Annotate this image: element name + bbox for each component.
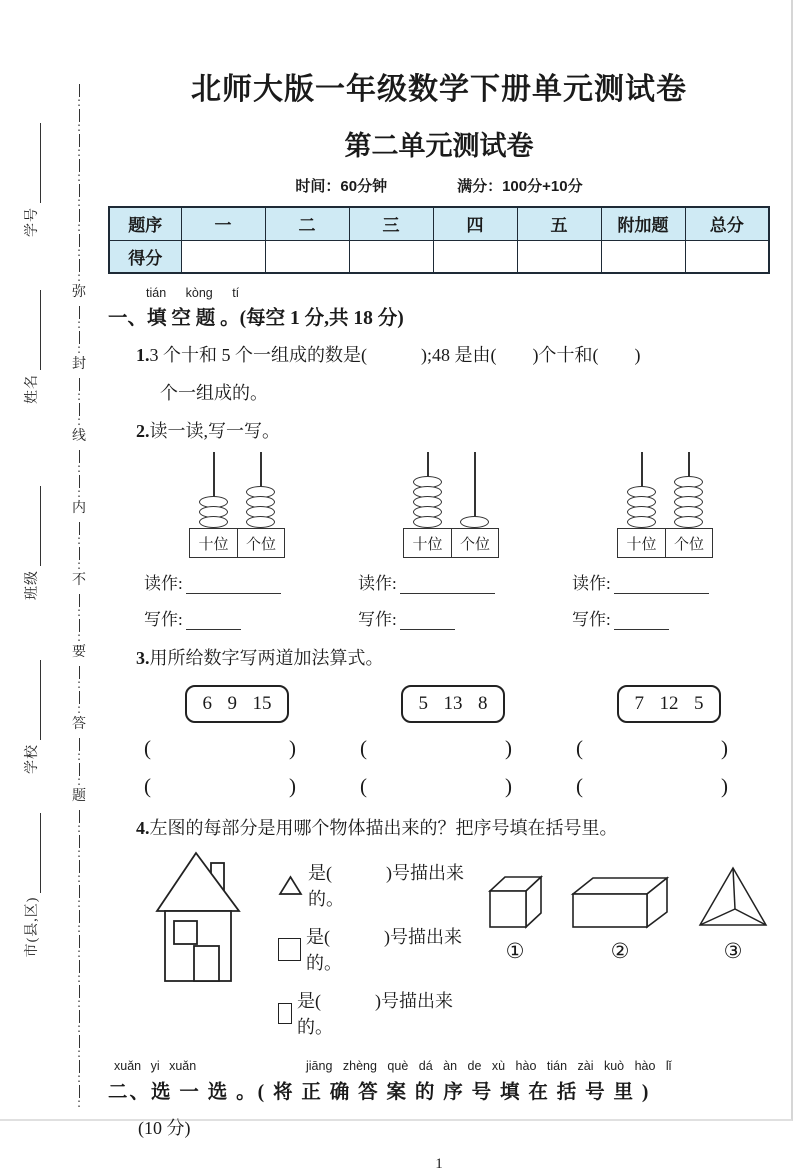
abacus-figure [617, 452, 713, 558]
seal-colon: : [76, 971, 82, 985]
seal-colon: : [76, 630, 82, 644]
seal-colon: : [76, 461, 82, 475]
abacus-group-1 [136, 452, 338, 630]
seal-colon: : [76, 774, 82, 788]
abacus-figure [189, 452, 285, 558]
pinyin-jiangzhengque: jiāng zhèng què dá àn de xù hào tián zài kuò hào lǐ [306, 1059, 672, 1073]
question-1-number: 1. [136, 345, 150, 365]
score-cell-6 [601, 240, 685, 273]
score-table-col-2: 二 [265, 207, 349, 240]
seal-colon: : [76, 1021, 82, 1035]
pinyin-tiankongti: tián kòng tí [146, 286, 240, 300]
number-value: 5 [418, 693, 428, 714]
abacus-bead [246, 516, 275, 528]
section2-score-note: (10 分) [138, 1118, 191, 1138]
write-as-line [144, 605, 338, 630]
exam-info-row [108, 175, 770, 196]
cube-drawing [486, 872, 544, 934]
seal-colon: : [76, 195, 82, 209]
paren-open: ( [360, 774, 367, 798]
rod-wire [213, 452, 215, 498]
read-as-blank [186, 576, 281, 594]
house-figure [148, 849, 248, 983]
score-table-score-row [109, 240, 769, 273]
seal-colon: : [76, 749, 82, 763]
score-cell-4 [433, 240, 517, 273]
abacus-rod-ones [673, 452, 705, 528]
abacus-rod-ones [245, 452, 277, 528]
seal-colon: : [76, 558, 82, 572]
paren-open: ( [360, 736, 367, 760]
rod-wire [688, 452, 690, 478]
score-table-col-5: 五 [517, 207, 601, 240]
triangle-shape-icon [278, 875, 303, 896]
question-1-line2: 个一组成的。 [160, 383, 268, 403]
seal-colon: : [76, 846, 82, 860]
seal-colon: : [76, 677, 82, 691]
class-field-blank [40, 486, 41, 566]
seal-colon: : [76, 414, 82, 428]
pyramid-drawing [696, 865, 770, 934]
answer-paren-row [144, 736, 296, 761]
seal-char: 要 [72, 645, 86, 660]
answer-paren-row [360, 736, 512, 761]
cuboid-number-label: ② [610, 939, 630, 963]
school-field-blank [40, 660, 41, 740]
read-as-label: 读作: [358, 574, 397, 593]
seal-char: 答 [72, 717, 86, 732]
paper-content [108, 0, 770, 1173]
write-as-blank [400, 612, 455, 630]
seal-colon: : [76, 605, 82, 619]
pyramid-number-label: ③ [723, 939, 743, 963]
tens-label: 十位 [412, 536, 443, 553]
rod-wire [641, 452, 643, 488]
paren-open: ( [144, 774, 151, 798]
abacus-bead [460, 516, 489, 528]
abacus-rod-tens [198, 452, 230, 528]
full-score-info: 满分：100分+10分 [457, 178, 583, 195]
seal-colon: : [76, 270, 82, 284]
abacus-rod-tens [412, 452, 444, 528]
student-name-field [21, 262, 45, 432]
question-4-text: 左图的每部分是用哪个物体描出来的？把序号填在括号里。 [149, 818, 618, 838]
score-cell-1 [181, 240, 265, 273]
score-table [108, 206, 770, 274]
read-as-label: 读作: [572, 574, 611, 593]
rod-wire [260, 452, 262, 488]
abacus-rods [403, 452, 499, 528]
rectangle-shape-icon [278, 1003, 292, 1024]
question-3-number: 3. [136, 648, 150, 668]
student-number-field-label: 学号 [25, 207, 40, 237]
student-name-field-blank [40, 290, 41, 370]
score-cell-5 [517, 240, 601, 273]
write-as-line [572, 605, 766, 630]
score-table-body [109, 207, 769, 273]
answer-paren-row [144, 774, 296, 799]
seal-char: 题 [72, 789, 86, 804]
abacus-bead [627, 516, 656, 528]
tens-label: 十位 [198, 536, 229, 553]
shape-fill-lines [278, 859, 486, 1051]
student-number-field-blank [40, 123, 41, 203]
student-number-field [21, 95, 45, 265]
number-group-1 [136, 685, 338, 799]
score-cell-3 [349, 240, 433, 273]
question-1-text: 3 个十和 5 个一组成的数是( );48 是由( )个十和( ) [149, 345, 641, 365]
paren-close: ) [721, 736, 728, 760]
score-cell-7 [685, 240, 769, 273]
write-as-line [358, 605, 552, 630]
place-value-box [617, 528, 713, 558]
number-group-3 [568, 685, 770, 799]
abacus-bead [413, 516, 442, 528]
abacus-figure [403, 452, 499, 558]
paren-close: ) [289, 736, 296, 760]
seal-char: 不 [72, 573, 86, 588]
read-as-line [144, 569, 338, 594]
ones-label: 个位 [665, 529, 712, 557]
question-4-heading [136, 816, 770, 841]
score-table-col-3: 三 [349, 207, 433, 240]
unit-title: 第二单元测试卷 [344, 131, 534, 161]
seal-colon: : [76, 95, 82, 109]
paren-close: ) [721, 774, 728, 798]
answer-paren-row [576, 736, 728, 761]
abacus-group-3 [564, 452, 766, 630]
square-shape-icon [278, 938, 301, 961]
class-field [21, 458, 45, 628]
time-info: 时间：60分钟 [295, 178, 388, 195]
number-value: 5 [694, 693, 704, 714]
tens-label: 十位 [626, 536, 657, 553]
solid-objects [486, 865, 770, 964]
seal-colon: : [76, 1046, 82, 1060]
seal-colon: : [76, 170, 82, 184]
number-box [401, 685, 505, 723]
place-value-box [189, 528, 285, 558]
score-table-col-4: 四 [433, 207, 517, 240]
seal-colon: : [76, 1096, 82, 1110]
seal-colon: : [76, 389, 82, 403]
question-3-text: 用所给数字写两道加法算式。 [149, 648, 384, 668]
rod-wire [474, 452, 476, 518]
score-table-col-0: 题序 [109, 207, 181, 240]
seal-colon: : [76, 486, 82, 500]
paren-close: ) [289, 774, 296, 798]
seal-colon: : [76, 921, 82, 935]
score-row-label: 得分 [109, 240, 181, 273]
cuboid-figure [570, 873, 670, 964]
number-box [617, 685, 721, 723]
abacus-rod-ones [459, 452, 491, 528]
question-1-line1 [136, 343, 770, 368]
question-2-text: 读一读,写一写。 [149, 421, 280, 441]
abacus-rods [617, 452, 713, 528]
number-value: 15 [252, 693, 272, 714]
seal-line [70, 82, 88, 1108]
shape-line-text: 是( )号描出来的。 [308, 863, 464, 909]
pyramid-figure [696, 865, 770, 964]
ones-label: 个位 [237, 529, 284, 557]
city-county-field-blank [40, 813, 41, 893]
score-table-col-1: 一 [181, 207, 265, 240]
section2-heading: 二、选 一 选 。( 将 正 确 答 案 的 序 号 填 在 括 号 里 ) [108, 1082, 651, 1103]
section1-heading: 一、填 空 题 。(每空 1 分,共 18 分) [108, 308, 404, 329]
question-2-number: 2. [136, 421, 150, 441]
seal-char: 封 [72, 357, 86, 372]
number-group-2 [352, 685, 554, 799]
seal-colon: : [76, 946, 82, 960]
abacus-group-2 [350, 452, 552, 630]
shape-line-square [278, 923, 486, 975]
question-4-figures [108, 849, 770, 1051]
seal-colon: : [76, 702, 82, 716]
rod-wire [427, 452, 429, 478]
seal-colon: : [76, 220, 82, 234]
answer-paren-row [576, 774, 728, 799]
number-value: 6 [202, 693, 212, 714]
score-table-col-6: 附加题 [601, 207, 685, 240]
school-field [21, 632, 45, 802]
abacus-rod-tens [626, 452, 658, 528]
city-county-field-label: 市(县,区) [25, 896, 40, 958]
paren-close: ) [505, 736, 512, 760]
question-4-number: 4. [136, 818, 150, 838]
pinyin-xuanyixuan: xuǎn yi xuǎn [114, 1059, 197, 1073]
seal-colon: : [76, 317, 82, 331]
score-table-header-row [109, 207, 769, 240]
seal-colon: : [76, 533, 82, 547]
seal-colon: : [76, 996, 82, 1010]
number-value: 8 [478, 693, 488, 714]
read-as-line [358, 569, 552, 594]
seal-char: 内 [72, 501, 86, 516]
seal-colon: : [76, 1071, 82, 1085]
seal-colon: : [76, 821, 82, 835]
city-county-field [21, 800, 45, 970]
number-value: 7 [634, 693, 644, 714]
class-field-label: 班级 [25, 570, 40, 600]
seal-colon: : [76, 871, 82, 885]
seal-char: 弥 [72, 285, 86, 300]
ones-label: 个位 [451, 529, 498, 557]
paren-open: ( [576, 736, 583, 760]
write-as-blank [614, 612, 669, 630]
write-as-blank [186, 612, 241, 630]
seal-colon: : [76, 896, 82, 910]
read-as-line [572, 569, 766, 594]
abacus-rods [189, 452, 285, 528]
shape-line-rect [278, 987, 486, 1039]
question-3-heading [136, 646, 770, 671]
read-as-blank [614, 576, 709, 594]
write-as-label: 写作: [572, 610, 611, 629]
read-as-blank [400, 576, 495, 594]
seal-colon: : [76, 145, 82, 159]
page-number: 1 [435, 1156, 443, 1172]
paren-open: ( [576, 774, 583, 798]
shape-line-text: 是( )号描出来的。 [306, 927, 462, 973]
place-value-box [403, 528, 499, 558]
school-field-label: 学校 [25, 744, 40, 774]
abacus-bead [199, 516, 228, 528]
number-value: 9 [227, 693, 237, 714]
cuboid-drawing [570, 873, 670, 934]
seal-char: 线 [72, 429, 86, 444]
student-name-field-label: 姓名 [25, 374, 40, 404]
section2-pinyin-row [108, 1059, 770, 1074]
write-as-label: 写作: [144, 610, 183, 629]
paren-close: ) [505, 774, 512, 798]
score-cell-2 [265, 240, 349, 273]
paren-open: ( [144, 736, 151, 760]
question-2-heading [136, 419, 770, 444]
number-value: 12 [659, 693, 679, 714]
number-box-row [136, 685, 770, 799]
number-value: 13 [443, 693, 463, 714]
score-table-col-7: 总分 [685, 207, 769, 240]
abacus-row [136, 452, 770, 630]
seal-colon: : [76, 342, 82, 356]
paper-title: 北师大版一年级数学下册单元测试卷 [191, 73, 687, 106]
abacus-bead [674, 516, 703, 528]
number-box [185, 685, 289, 723]
seal-colon: : [76, 245, 82, 259]
cube-figure [486, 872, 544, 964]
answer-paren-row [360, 774, 512, 799]
cube-number-label: ① [505, 939, 525, 963]
write-as-label: 写作: [358, 610, 397, 629]
seal-colon: : [76, 120, 82, 134]
shape-line-text: 是( )号描出来的。 [297, 991, 453, 1037]
read-as-label: 读作: [144, 574, 183, 593]
shape-line-triangle [278, 859, 486, 911]
